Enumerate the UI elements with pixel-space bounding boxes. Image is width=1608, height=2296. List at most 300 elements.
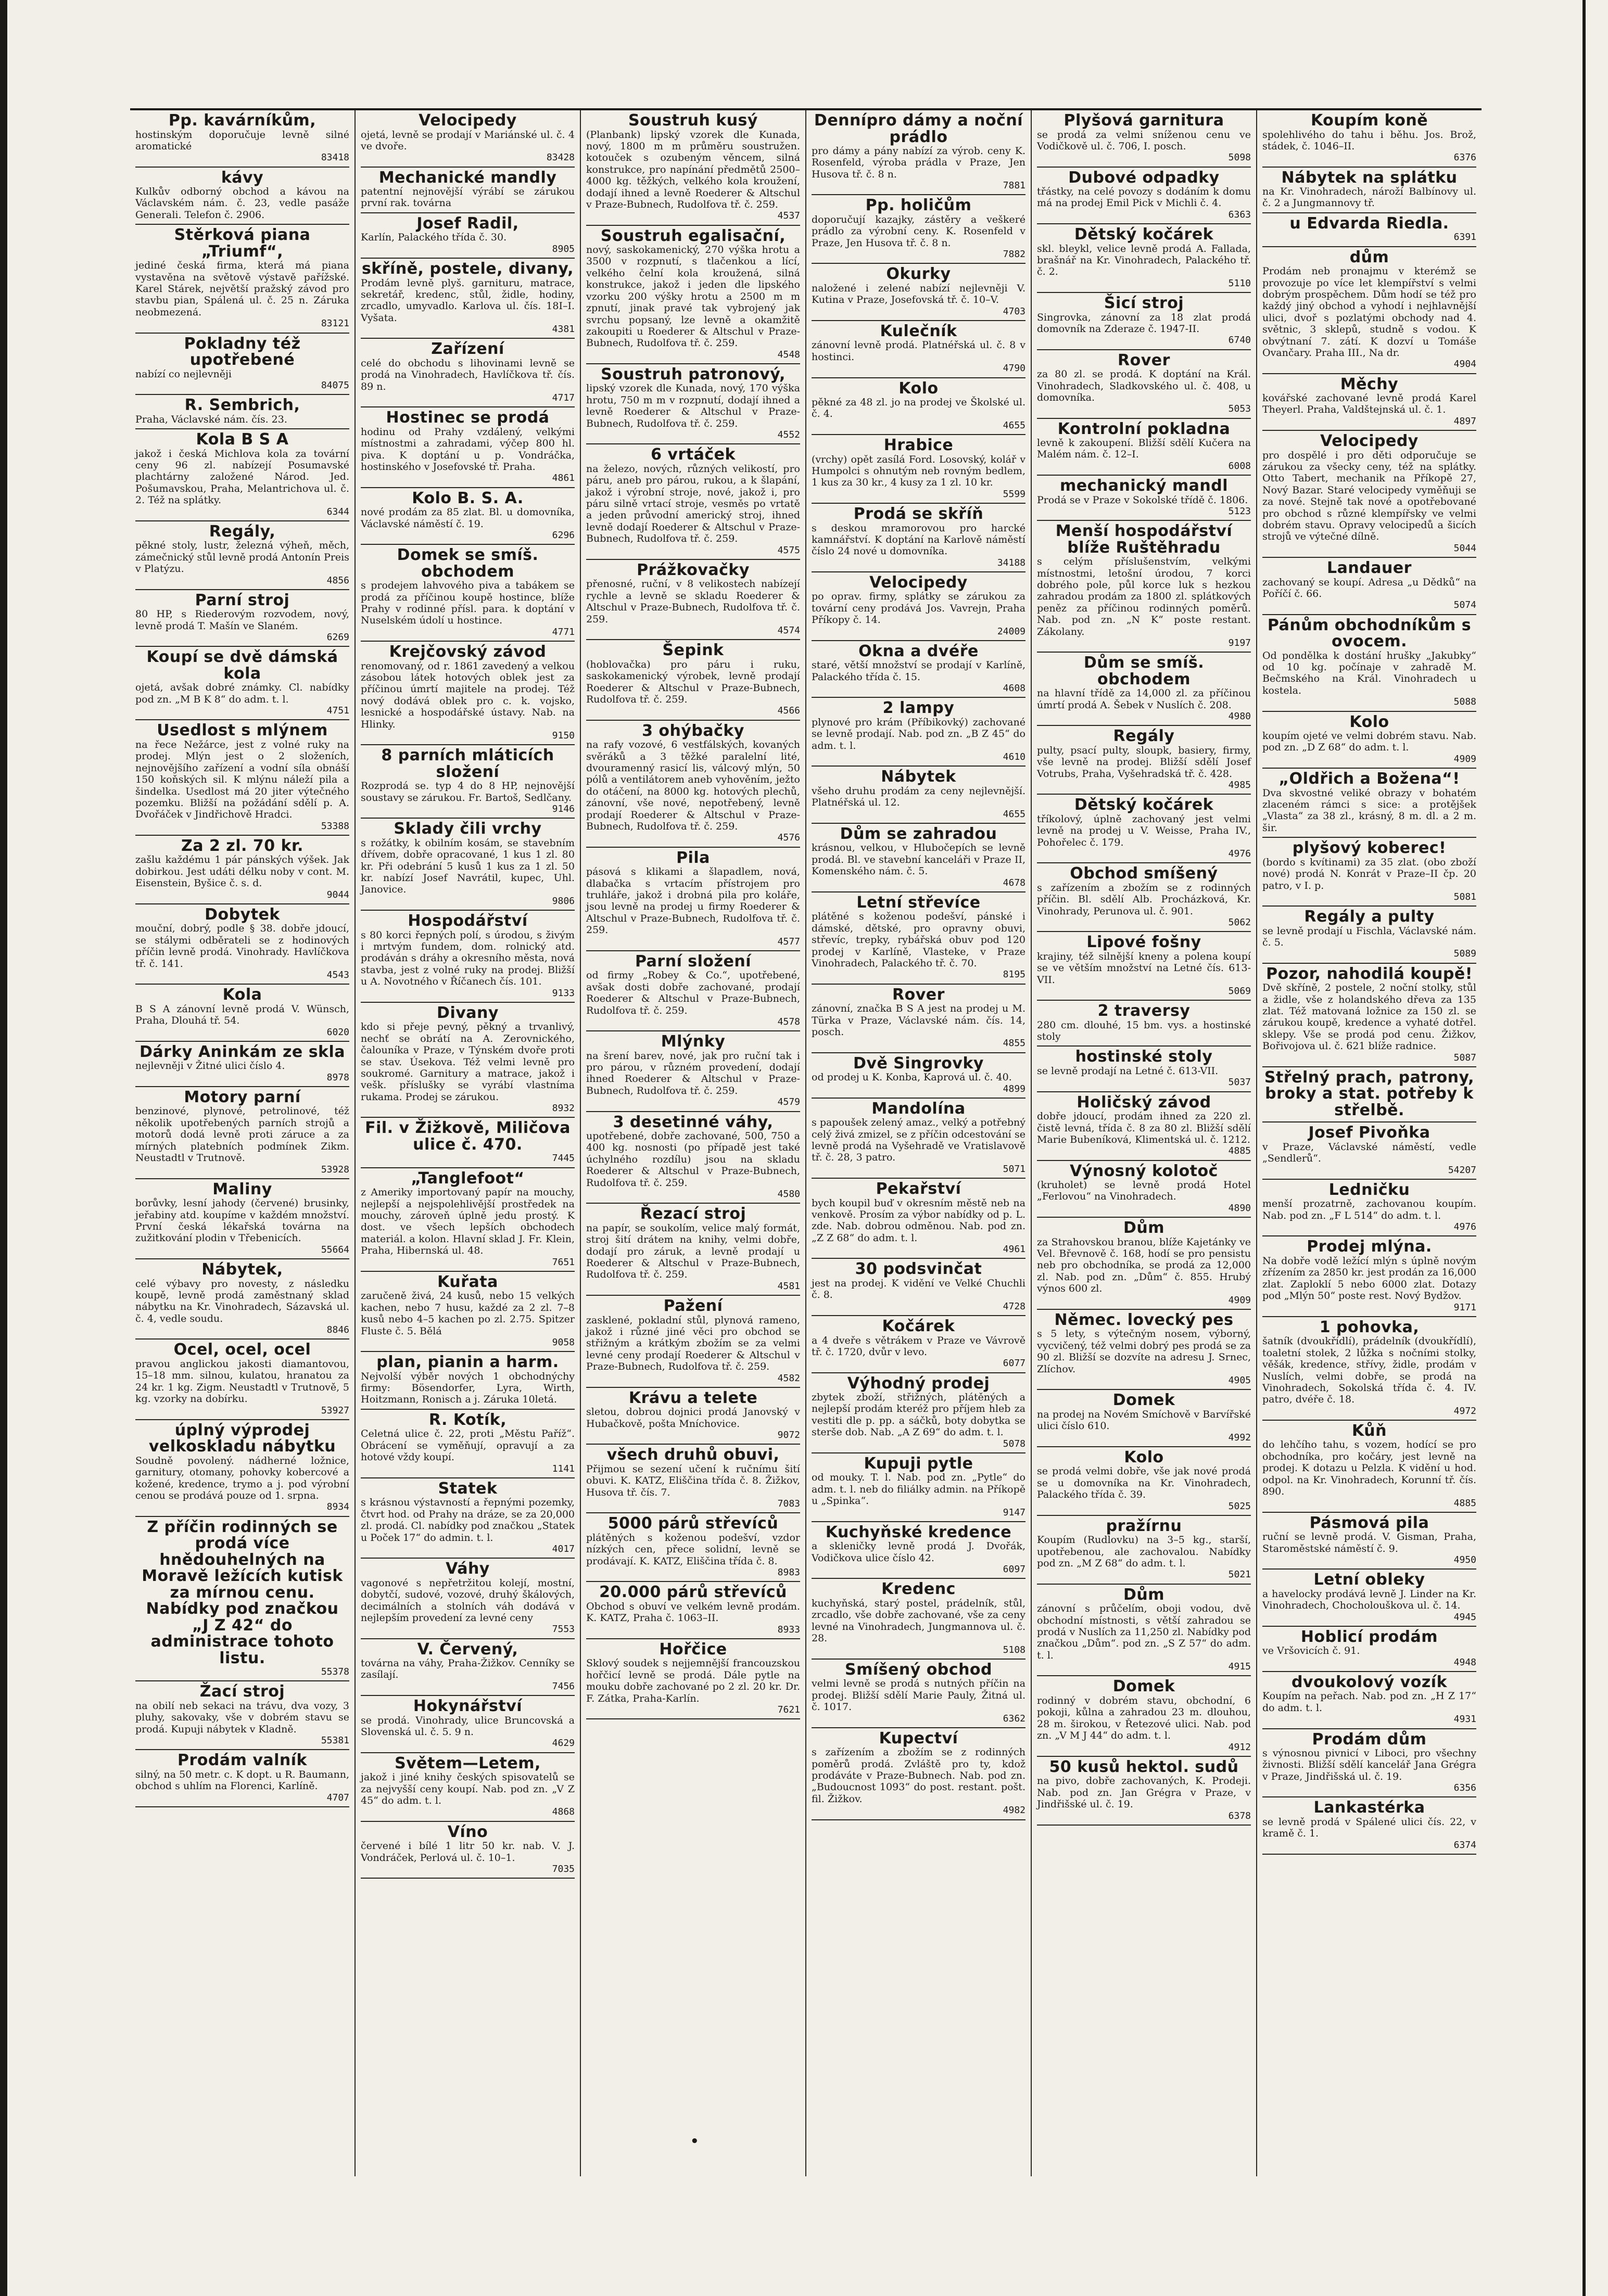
classified-ad [361, 819, 575, 911]
ad-number: 4912 [1228, 1741, 1251, 1753]
ad-body: Singrovka, zánovní za 18 zlat prodá domovník na Zderaze č. 1947-II. [1037, 311, 1251, 335]
ad-headline: Dětský kočárek [1074, 225, 1214, 244]
ad-body: staré, větší množství se prodají v Karlíně, Palackého třída č. 15. [812, 659, 1025, 683]
ad-headline: Kolo [1124, 1448, 1164, 1466]
ad-number: 4717 [552, 392, 575, 404]
ad-headline: Mlýnky [661, 1032, 726, 1051]
classified-ad [135, 720, 349, 836]
classified-ad [1037, 521, 1251, 653]
classified-ad [1262, 1729, 1476, 1798]
ad-headline: Výhodný prodej [847, 1374, 990, 1393]
classified-ad [361, 339, 575, 407]
ad-headline: Soustruh kusý [628, 111, 758, 130]
ad-number: 6020 [326, 1026, 349, 1038]
classified-ad [1037, 1161, 1251, 1218]
classified-ad [586, 1112, 800, 1204]
ad-body: s rožátky, k obilním kosám, se stavebním dřívem, dobře opracované, 1 kus 1 zl. 80 kr. Při odebrání 5 kusů 1 kus za 1 zl. 50 kr. nabízí Josef Navrátil, kupec, Uhl. Janovice. [361, 837, 575, 896]
classified-ad [586, 1388, 800, 1445]
ad-body: Prodám neb pronajmu v kterémž se provozuje po více let klempířství s velmi dobrým prospěchem. Dům hodí se též pro každý jiný obchod a vyhodí i nejhlavnější ulici, dvoř s pozlatými obchody nad 4. světnic, 3 sklepů, studně s vodou. K obvýtnaní 7. zátí. K dozví u Tomáše Ovančary. Praha III., Na dr. [1262, 265, 1476, 359]
ad-headline: Dům [1123, 1219, 1165, 1238]
ad-body: Prodám levně plyš. garnituru, matrace, sekretář, kredenc, stůl, židle, hodiny, zrcadlo, umyvadlo. Karlova ul. čís. 18I–I. Vyšata. [361, 277, 575, 324]
ad-body: třástky, na celé povozy s dodáním k domu má na prodej Emil Pick v Michli č. 4. [1037, 186, 1251, 209]
ad-body: se levně prodají na Letné č. 613-VII. [1037, 1065, 1219, 1077]
classified-ad [361, 168, 575, 213]
ad-body: renomovaný, od r. 1861 zavedený a velkou zásobou látek hotových oblek jest za příčinou úmrtí majitele na prodej. Též nový dodává oblek pro c. k. vojsko, lesnické a hospodářské ústavy. Nab. na Hlinky. [361, 660, 575, 730]
ad-body: přenosné, ruční, v 8 velikostech nabízejí rychle a levně se skladu Roederer & Altschul v Praze-Bubnech, Rudolfova tř. č. 259. [586, 578, 800, 625]
ad-headline: Kontrolní pokladna [1057, 419, 1231, 438]
ad-body: pravou anglickou jakosti diamantovou, 15–18 mm. silnou, kulatou, hranatou za 24 kr. 1 kg. Zigm. Neustadtl v Trutnově, 5 kg. vzorky na dobírku. [135, 1358, 349, 1405]
ad-number: 5110 [1228, 277, 1251, 289]
ad-number: 8978 [326, 1072, 349, 1083]
classified-ad [135, 521, 349, 590]
ad-body: doporučují kazajky, zástěry a veškeré prádlo za výrobní ceny. K. Rosenfeld v Praze, Jen Husova tř. č. 8 n. [812, 213, 1025, 249]
ad-headline: Němec. lovecký pes [1054, 1310, 1234, 1329]
ad-number: 4885 [1228, 1145, 1251, 1157]
ad-number: 6008 [1228, 460, 1251, 471]
ad-body: skl. bleykl, velice levně prodá A. Fallada, brašnář na Kr. Vinohradech, Palackého tř. č. 2. [1037, 243, 1251, 278]
classified-ad [361, 911, 575, 1003]
ad-headline: Kuřata [437, 1272, 498, 1291]
classified-ad [1262, 769, 1476, 838]
ad-body: Celetná ulice č. 22, proti „Městu Paříž“. Obrácení se vyměňují, opravují a za hotové vždy koupí. [361, 1428, 575, 1463]
ad-headline: Výnosný kolotoč [1070, 1162, 1218, 1180]
classified-ad [361, 1272, 575, 1352]
ad-headline: 1 pohovka, [1319, 1318, 1420, 1336]
ad-body: Přijmou se sezení učení k ručnímu šití obuvi. K. KATZ, Eliščina třída č. 8. Žižkov, Husova tř. čís. 7. [586, 1463, 800, 1498]
classified-ad [361, 745, 575, 819]
ad-number: 4728 [1003, 1300, 1025, 1312]
ad-number: 6269 [326, 632, 349, 643]
ad-body: na papír, se soukolím, velice malý formát, stroj šití drátem na knihy, velmi dobře, dodají pro záruk, a levně prodají u Roederer & Altschul v Praze-Bubnech, Rudolfova tř. č. 259. [586, 1222, 800, 1281]
ad-number: 8905 [552, 243, 575, 254]
ad-number: 4655 [1003, 808, 1025, 820]
ad-headline: Z příčin rodinných se prodá více hnědouhelných na Moravě ležících kutisk za mírnou cenu. Nabídky pod značkou „J Z 42“ do administrace tohoto listu. [142, 1517, 343, 1667]
ad-number: 4017 [552, 1543, 575, 1554]
ad-headline: Ledničku [1328, 1180, 1410, 1199]
ad-number: 9171 [1453, 1302, 1476, 1313]
ad-headline: Statek [438, 1479, 498, 1498]
ad-number: 8934 [326, 1501, 349, 1513]
classified-ad [1037, 1047, 1251, 1092]
classified-ad [1262, 168, 1476, 213]
ad-number: 4751 [326, 705, 349, 717]
ad-number: 5088 [1453, 696, 1476, 708]
ad-number: 4579 [777, 1096, 800, 1108]
ad-number: 83418 [321, 152, 349, 163]
ad-number: 6344 [326, 506, 349, 517]
ad-body: v Praze, Václavské náměstí, vedle „Sendlerů“. [1262, 1141, 1476, 1165]
ad-headline: Okna a dvéře [858, 642, 979, 660]
ad-number: 6356 [1453, 1782, 1476, 1794]
ad-headline: 50 kusů hektol. sudů [1049, 1757, 1239, 1776]
classified-ad [1037, 350, 1251, 419]
ad-headline: 6 vrtáček [651, 445, 736, 464]
ad-headline: Velocipedy [419, 111, 517, 130]
classified-ad [1037, 795, 1251, 863]
ad-body: zánovní s průčelím, oboji vodou, dvě obchodní místnosti, s větší zahradou se prodá v Nuslích za 11,250 zl. Nabídky pod značkou „Dům“. pod zn. „S Z 57“ do adm. t. l. [1037, 1603, 1251, 1661]
ad-body: ojetá, avšak dobré známky. Cl. nabídky pod zn. „M B K 8“ do adm. t. l. [135, 682, 349, 705]
ad-number: 4552 [777, 429, 800, 441]
ad-headline: Za 2 zl. 70 kr. [181, 836, 303, 855]
ad-number: 6097 [1003, 1564, 1025, 1575]
ad-body: Praha, Václavské nám. čís. 23. [135, 413, 287, 425]
ad-number: 4578 [777, 1016, 800, 1027]
ad-body: s celým příslušenstvím, velkými místnostmi, letošní úrodou, 7 korci dobrého pole, půl korce luk s hezkou zahradou prodám za 1800 zl. splátkových peněz za příčinou rodinných poměrů. Nab. pod zn. „N K“ poste restant. Zákolany. [1037, 556, 1251, 637]
classified-ad [812, 195, 1025, 264]
ad-number: 5078 [1003, 1438, 1025, 1449]
ad-headline: Kredenc [881, 1580, 956, 1599]
ad-headline: mechanický mandl [1060, 477, 1228, 495]
ad-body: na prodej na Novém Smíchově v Barvířské ulici číslo 610. [1037, 1408, 1251, 1432]
ad-body: Koupím na peřach. Nab. pod zn. „H Z 17“ do adm. t. l. [1262, 1690, 1476, 1714]
ad-body: na Kr. Vinohradech, nároží Balbínovy ul. č. 2 a Jungmannovy tř. [1262, 186, 1476, 209]
ad-number: 4678 [1003, 877, 1025, 888]
ad-number: 4950 [1453, 1554, 1476, 1566]
ad-headline: Hospodářství [408, 912, 528, 930]
ad-headline: Stěrková piana „Triumf“, [174, 226, 311, 261]
classified-ad [1262, 1672, 1476, 1729]
classified-ads-grid [130, 108, 1482, 2176]
classified-ad [1262, 1570, 1476, 1627]
classified-ad [1037, 1676, 1251, 1756]
classified-ad [586, 110, 800, 226]
ad-body: Soudně povolený. nádherné ložnice, garnitury, otomany, pohovky kobercové a kožené, kredence, trymo a j. pod výrobní cenou se prodává pouze od 1. srpna. [135, 1455, 349, 1502]
ad-number: 83121 [321, 318, 349, 329]
classified-ad [586, 226, 800, 364]
ad-number: 6362 [1003, 1713, 1025, 1724]
ad-body: ojetá, levně se prodají v Mariánské ul. č. 4 ve dvoře. [361, 129, 575, 152]
classified-ad [586, 1204, 800, 1296]
ad-number: 7651 [552, 1256, 575, 1268]
ad-headline: 20.000 párů střevíců [599, 1583, 787, 1602]
ad-headline: Soustruh egalisační, [600, 226, 786, 245]
classified-ad [586, 1639, 800, 1719]
ad-headline: Regály, [209, 522, 276, 541]
ad-headline: Koupím koně [1310, 111, 1428, 130]
classified-ad [135, 429, 349, 521]
classified-ad [1262, 1236, 1476, 1317]
ad-body: hostinským doporučuje levně silné aromatické [135, 129, 349, 152]
classified-ad [361, 1559, 575, 1639]
ad-number: 4931 [1453, 1714, 1476, 1725]
ad-body: jakož i jiné knihy českých spisovatelů se za nejvyšší ceny koupí. Nab. pod zn. „V Z 45“ do adm. t. l. [361, 1771, 575, 1806]
ad-headline: Dětský kočárek [1074, 796, 1214, 814]
ad-body: zánovní levně prodá. Platnéřská ul. č. 8 v hostinci. [812, 339, 1025, 363]
ad-number: 4703 [1003, 305, 1025, 317]
ad-number: 1141 [552, 1463, 575, 1474]
ad-body: s papoušek zelený amaz., velký a potřebný celý živá zmizel, se z příčin odcestování se levně prodá na Vyšehradě ve Vratislavově tř. č. 28, 3 patro. [812, 1117, 1025, 1164]
ad-body: plátěné s koženou podešví, pánské i dámské, dětské, pro opravny obuvi, střevíc, trepky, rybářská obuv pod 120 prodej v Karlíně, Vlasteke, v Praze Vinohradech, Palackého tř. č. 70. [812, 911, 1025, 970]
ad-headline: Usedlost s mlýnem [157, 721, 328, 740]
ad-number: 4972 [1453, 1405, 1476, 1417]
ad-headline: Hrabice [883, 436, 954, 455]
ad-number: 5098 [1228, 152, 1251, 163]
ad-number: 4537 [777, 210, 800, 222]
ad-body: s zařízením a zbožím se z rodinných příčin. Bl. sdělí Alb. Procházková, Kr. Vinohrady, Perunova ul. č. 901. [1037, 882, 1251, 917]
classified-ad [1262, 1317, 1476, 1421]
ad-headline: Kolo B. S. A. [412, 489, 524, 507]
ad-number: 6391 [1453, 232, 1476, 243]
ad-body: Dvě skříně, 2 postele, 2 noční stolky, stůl a židle, vše z holandského dřeva za 135 zlat. Též matovaná ložnice za 150 zl. se zárukou koupě, kredence a vyhaté dotřel. sklepy. Vše se prodá pod cenu. Žižkov, Bořivojova ul. č. 621 blíže radnice. [1262, 982, 1476, 1052]
ad-headline: Obchod smíšený [1070, 864, 1218, 883]
classified-ad [361, 213, 575, 259]
classified-ad [812, 435, 1025, 504]
ad-body: jakož i česká Michlova kola za tovární ceny 96 zl. nabízejí Posumavské plachtárny založené Národ. Jed. Pošumavskou, Praha, Melantrichova ul. č. 2. Též na splátky. [135, 448, 349, 506]
ad-body: zánovní, značka B S A jest na prodej u M. Türka v Praze, Václavské nám. čís. 14, posch. [812, 1003, 1025, 1038]
ad-number: 4566 [777, 705, 800, 717]
ad-body: s prodejem lahvového piva a tabákem se prodá za příčinou koupě hostince, blíže Prahy v rodinné přísl. para. k doptání v Nuselském údolí u hostince. [361, 580, 575, 627]
ad-body: kdo si přeje pevný, pěkný a trvanlivý, nechť se obrátí na A. Zerovnického, čalouníka v Praze, v Týnském dvoře proti se stav. Úsekova. Též velmi levně pro soukromé. Garnitury a matrace, jakož i vešk. příslušky se vyrábí vlastníma rukama. Prodej se zárukou. [361, 1021, 575, 1103]
ad-headline: Rover [892, 985, 945, 1004]
classified-ad [586, 1445, 800, 1513]
ad-body: za Strahovskou branou, blíže Kajetánky ve Vel. Břevnově č. 168, hodí se pro pensistu neb pro obchodníka, se prodá za 12,000 zl. Nab. pod zn. „Dům“ č. 855. Hrubý výnos 600 zl. [1037, 1236, 1251, 1295]
ad-headline: 2 lampy [882, 699, 955, 718]
ad-body: po oprav. firmy, splátky se zárukou za tovární ceny prodává Jos. Vavrejn, Praha Příkopy č. 14. [812, 591, 1025, 626]
ad-headline: plyšový koberec! [1292, 839, 1447, 858]
ad-headline: „Oldřich a Božena“! [1278, 770, 1460, 788]
ad-number: 4890 [1228, 1202, 1251, 1214]
ad-body: zachovaný se koupí. Adresa „u Dědků“ na Poříčí č. 66. [1262, 576, 1476, 600]
ad-headline: Zařízení [431, 340, 504, 359]
ad-headline: Pažení [663, 1297, 723, 1316]
ad-headline: Hokynářství [413, 1697, 523, 1716]
ad-body: na hlavní třídě za 14,000 zl. za příčinou úmrtí prodá A. Šebek v Nuslích č. 208. [1037, 687, 1251, 711]
classified-ad [1262, 838, 1476, 907]
ad-body: mouční, dobrý, podle § 38. dobře jdoucí, se stálymi odběrateli se z hodinových příčin levně prodá. Vinohrady. Havlíčkova tř. č. 141. [135, 923, 349, 970]
ad-headline: Pokladny též upotřebené [184, 334, 301, 369]
ad-number: 4574 [777, 625, 800, 636]
ad-body: pásová s klikami a šlapadlem, nová, dlabačka s vrtacím přístrojem pro truhláře, jakož i drobná pila pro koláře, jsou levně na prodej u firmy Roederer & Altschul v Praze-Bubnech, Rudolfova tř. č. 259. [586, 866, 800, 936]
ad-body: rodinný v dobrém stavu, obchodní, 6 pokoji, kůlna a zahradou 23 m. dlouhou, 28 m. širokou, v Řetezové ulici. Nab. pod zn. „V M J 44“ do adm. t. l. [1037, 1694, 1251, 1742]
ad-number: 6374 [1453, 1839, 1476, 1851]
classified-ad [812, 572, 1025, 641]
ad-body: Karlín, Palackého třída č. 30. [361, 232, 507, 244]
ad-headline: úplný výprodej velkoskladu nábytku [148, 1421, 336, 1456]
ad-headline: kávy [221, 168, 264, 187]
ad-headline: Dobytek [205, 905, 280, 924]
ad-headline: Fil. v Žižkově, Miličova ulice č. 470. [365, 1119, 571, 1154]
ad-number: 4581 [777, 1280, 800, 1292]
ad-headline: Krejčovský závod [389, 643, 547, 661]
ad-headline: Dárky Aninkám ze skla [139, 1042, 346, 1061]
ad-headline: 8 parních mláticích složení [381, 746, 554, 781]
classified-ad [361, 1168, 575, 1272]
ad-body: Od pondělka k dostání hrušky „Jakubky“ od 10 kg. počínaje v zahradě M. Bečmského na Král. Vinohradech u kostela. [1262, 649, 1476, 696]
ad-headline: Hostinec se prodá [386, 409, 550, 427]
classified-ad [135, 334, 349, 396]
ad-body: a 4 dveře s větrákem v Praze ve Vávrově tř. č. 1720, dvůr v levo. [812, 1334, 1025, 1358]
classified-ad [586, 640, 800, 720]
ad-body: pěkné stoly, lustr, železná výheň, měch, zámečnický stůl levně prodá Antonín Preis v Platýzu. [135, 540, 349, 575]
ad-number: 4856 [326, 575, 349, 586]
ad-headline: Dubové odpadky [1068, 168, 1220, 187]
ad-number: 5108 [1003, 1644, 1025, 1655]
classified-ad [812, 641, 1025, 698]
ad-headline: plan, pianin a harm. [376, 1353, 559, 1372]
ad-headline: Letní střevíce [856, 893, 981, 912]
ad-body: od mouky. T. l. Nab. pod zn. „Pytle“ do adm. t. l. neb do filiálky admin. na Příkopě u „Spinka“. [812, 1472, 1025, 1507]
ad-number: 4961 [1003, 1244, 1025, 1255]
ad-headline: dvoukolový vozík [1291, 1673, 1448, 1691]
classified-ad [1037, 1001, 1251, 1047]
ad-body: Nejvolší výběr nových 1 obchodnýchy firmy: Bösendorfer, Lyra, Wirth, Hoitzmann, Ronisch a j. Záruka 10letá. [361, 1370, 575, 1406]
ad-column [581, 110, 806, 2176]
classified-ad [1262, 558, 1476, 615]
classified-ad [135, 590, 349, 647]
ad-headline: Sklady čili vrchy [394, 820, 542, 838]
classified-ad [1262, 247, 1476, 374]
classified-ad [812, 1453, 1025, 1522]
classified-ad [1037, 1218, 1251, 1310]
ad-body: pro dospělé i pro děti odporučuje se zárukou za všecky ceny, též na splátky. Otto Tabert, mechanik na Příkopě 27, Nový Bazar. Staré velocipedy vyměňuji se za nové. Stejně tak nové a opotřebované pro obchod s různé klempířsky ve velmi dobrém stavu. Opravy velocipedů a šicích strojů ve výtečné dílně. [1262, 449, 1476, 543]
ad-body: s výnosnou pivnicí v Liboci, pro všechny živnosti. Bližší sdělí kancelář Jana Grégra v Praze, Jindřišská ul. č. 19. [1262, 1747, 1476, 1782]
ad-headline: Domek se smíš. obchodem [397, 546, 539, 581]
ad-number: 7035 [552, 1863, 575, 1874]
classified-ad [812, 1099, 1025, 1179]
classified-ad [1262, 1797, 1476, 1855]
ad-body: dobře jdoucí, prodám ihned za 220 zl. čistě levná, třída č. 8 za 80 zl. Bližší sdělí Marie Bubeníková, Klimentská ul. č. 1212. [1037, 1111, 1251, 1145]
ad-body: Koupím (Rudlovku) na 3–5 kg., starší, upotřebenou, ale zachovalou. Nabídky pod zn. „M Z 68“ do adm. t. l. [1037, 1534, 1251, 1570]
ad-number: 7882 [1003, 249, 1025, 260]
ad-number: 5044 [1453, 542, 1476, 554]
ad-headline: Dennípro dámy a noční prádlo [814, 111, 1023, 146]
ad-number: 5069 [1228, 985, 1251, 997]
ad-headline: Pila [676, 848, 710, 867]
ad-headline: Dům se zahradou [840, 824, 997, 843]
ad-headline: Kola [222, 986, 262, 1004]
ad-body: Rozprodá se. typ 4 do 8 HP, nejnovější soustavy se zárukou. Fr. Bartoš, Sedlčany. [361, 780, 575, 803]
ad-number: 4992 [1228, 1432, 1251, 1443]
ad-number: 4976 [1453, 1221, 1476, 1233]
ad-number: 8983 [777, 1567, 800, 1578]
ad-headline: Prodej mlýna. [1307, 1238, 1432, 1256]
ad-headline: Střelný prach, patrony, broky a stat. potřeby k střelbě. [1264, 1068, 1475, 1119]
ad-body: zašlu každému 1 pár pánských výšek. Jak dobirkou. Jest udáti délku noby v cont. M. Eisenstein, Byšice č. s. d. [135, 854, 349, 889]
ad-headline: Soustruh patronový, [601, 365, 786, 384]
classified-ad [1037, 419, 1251, 476]
classified-ad [361, 1639, 575, 1697]
classified-ad [135, 1750, 349, 1807]
ad-headline: Rover [1118, 351, 1170, 369]
ad-headline: Divany [437, 1003, 499, 1022]
ad-headline: R. Kotík, [428, 1410, 507, 1429]
classified-ad [1037, 1310, 1251, 1390]
ad-body: naložené i zelené nabízí nejlevněji V. Kutina v Praze, Josefovská tř. č. 10–V. [812, 282, 1025, 306]
ad-number: 4381 [552, 324, 575, 335]
ad-headline: Měchy [1340, 375, 1399, 393]
ad-headline: Holičský závod [1077, 1093, 1211, 1112]
ad-headline: Nábytek [881, 768, 956, 786]
classified-ad [1262, 1627, 1476, 1672]
classified-ad [135, 1042, 349, 1087]
classified-ad [1262, 615, 1476, 712]
ad-headline: Koupí se dvě dámská kola [146, 648, 338, 683]
ad-headline: Váhy [446, 1560, 490, 1578]
ad-number: 54207 [1448, 1164, 1476, 1176]
ad-body: borůvky, lesní jahody (červené) brusinky, jeřabiny atd. koupíme v každém množství. První česká lékařská továrna na zužitkování plodin v Třebenicích. [135, 1197, 349, 1244]
classified-ad [812, 1373, 1025, 1453]
ad-headline: Pp. holičům [865, 196, 972, 215]
ad-body: lipský vzorek dle Kunada, nový, 170 výška hrotu, 750 m m v rozpnutí, dodají ihned a levně Roederer & Altschul v Praze-Bubnech, Rudolfova tř. č. 259. [586, 382, 800, 429]
classified-ad [135, 647, 349, 720]
classified-ad [361, 407, 575, 488]
ad-number: 53388 [321, 820, 349, 832]
classified-ad [812, 892, 1025, 985]
ad-body: nejlevněji v Žitné ulici číslo 4. [135, 1060, 285, 1072]
ad-headline: Plyšová garnitura [1063, 111, 1224, 130]
classified-ad [361, 1696, 575, 1753]
ad-headline: R. Sembrich, [184, 396, 300, 415]
classified-ad [812, 698, 1025, 767]
ad-number: 8932 [552, 1103, 575, 1114]
classified-ad [1037, 1757, 1251, 1826]
ad-number: 4899 [1003, 1083, 1025, 1094]
ad-number: 9044 [326, 889, 349, 900]
classified-ad [135, 1340, 349, 1420]
ad-headline: Nábytek, [201, 1260, 283, 1279]
classified-ad [1037, 293, 1251, 350]
ad-body: Dva skvostné veliké obrazy v bohatém zlaceném rámci s sice: a protějšek „Vlasta“ za 38 zl., krásný, 8 m. dl. a 2 m. šir. [1262, 787, 1476, 834]
ad-number: 4868 [552, 1806, 575, 1818]
ad-headline: Šicí stroj [1104, 294, 1184, 313]
classified-ad [1262, 374, 1476, 431]
classified-ad [135, 1179, 349, 1259]
ad-headline: Hořčice [659, 1640, 727, 1659]
classified-ad [1037, 726, 1251, 795]
ad-body: s 80 korci řepných polí, s úrodou, s živým i mrtvým fundem, dom. rolnický atd. prodáván s dráhy a okresního města, nová stavba, jest z volné ruky na prodej. Bližší u A. Novotného v Říčanech čís. 101. [361, 929, 575, 988]
classified-ad [1037, 1092, 1251, 1161]
ad-headline: Řezací stroj [640, 1205, 746, 1223]
ad-number: 34188 [997, 557, 1025, 568]
ad-headline: Kočárek [882, 1317, 955, 1336]
ad-number: 9806 [552, 895, 575, 907]
ad-number: 4948 [1453, 1656, 1476, 1668]
ad-headline: Prodám dům [1312, 1730, 1427, 1749]
classified-ad [812, 1179, 1025, 1259]
ad-body: nové prodám za 85 zlat. Bl. u domovníka, Václavské náměstí č. 19. [361, 506, 575, 530]
ad-body: sletou, dobrou dojnici prodá Janovský v Hubačkově, pošta Mníchovice. [586, 1406, 800, 1430]
ad-headline: Josef Pivoňka [1308, 1124, 1430, 1142]
ad-body: na železo, nových, různých velikostí, pro páru, aneb pro párou, rukou, a k šlapání, jakož i výrobní stroje, nové, jakož i, pro páru silně vrtací stroje, vesměs po vrtatě a jeden průvodní americký stroj, ihned levně dodají Roederer & Altschul v Praze-Bubnech, Rudolfova tř. č. 259. [586, 463, 800, 545]
classified-ad [361, 545, 575, 642]
ad-body: na řece Nežárce, jest z volné ruky na prodej. Mlýn jest o 2 složeních, nejnovějšího zařízení a vodní síla obnáší 150 koňských sil. K mlýnu náleží pila a šindelka. Usedlost má 20 jiter výtečného pozemku. Bližší na požádání sdělí p. A. Dvořáček v Jindřichově Hradci. [135, 738, 349, 821]
ad-headline: Velocipedy [869, 573, 968, 592]
ad-number: 7083 [777, 1498, 800, 1510]
ad-body: upotřebené, dobře zachované, 500, 750 a 400 kg. nosnosti (po případě jest také úchylného rozdílu) jsou na skladu Roederer & Altschul v Praze-Bubnech, Rudolfova tř. č. 259. [586, 1130, 800, 1189]
classified-ad [586, 1031, 800, 1112]
ad-headline: Menší hospodářství blíže Ruštěhradu [1055, 522, 1233, 557]
classified-ad [586, 1582, 800, 1639]
ad-body: (hoblovačka) pro páru i ruku, saskokamenický výrobek, levně prodají Roederer & Altschul v Praze-Bubnech, Rudolfova tř. č. 259. [586, 658, 800, 705]
ad-body: 80 HP, s Riederovým rozvodem, nový, levně prodá T. Mašín ve Slaném. [135, 608, 349, 632]
ad-headline: skříně, postele, divany, [361, 260, 574, 278]
classified-ad [361, 110, 575, 168]
ad-number: 9058 [552, 1336, 575, 1348]
classified-ad [361, 1003, 575, 1118]
ad-headline: V. Červený, [417, 1640, 518, 1659]
ad-number: 7621 [777, 1704, 800, 1715]
ad-body: se prodá velmi dobře, vše jak nové prodá se u domovníka na Kr. Vinohradech, Palackého třída č. 39. [1037, 1465, 1251, 1501]
classified-ad [1262, 110, 1476, 168]
ad-number: 4707 [326, 1792, 349, 1803]
ad-headline: všech druhů obuvi, [606, 1446, 780, 1464]
classified-ad [361, 488, 575, 545]
ad-headline: 30 podsvinčat [855, 1260, 982, 1279]
ad-body: menší prozatrně, zachovanou koupím. Nab. pod zn. „F L 514“ do adm. t. l. [1262, 1198, 1476, 1221]
ad-headline: Pozor, nahodilá koupě! [1266, 964, 1473, 983]
ad-headline: „Tanglefoot“ [411, 1169, 525, 1188]
ad-body: Sklový soudek s nejjemnější francouzskou hořčicí levně se prodá. Dále pytle na mouku dobře zachované po 2 zl. 20 kr. Dr. F. Zátka, Praha-Karlín. [586, 1657, 800, 1704]
